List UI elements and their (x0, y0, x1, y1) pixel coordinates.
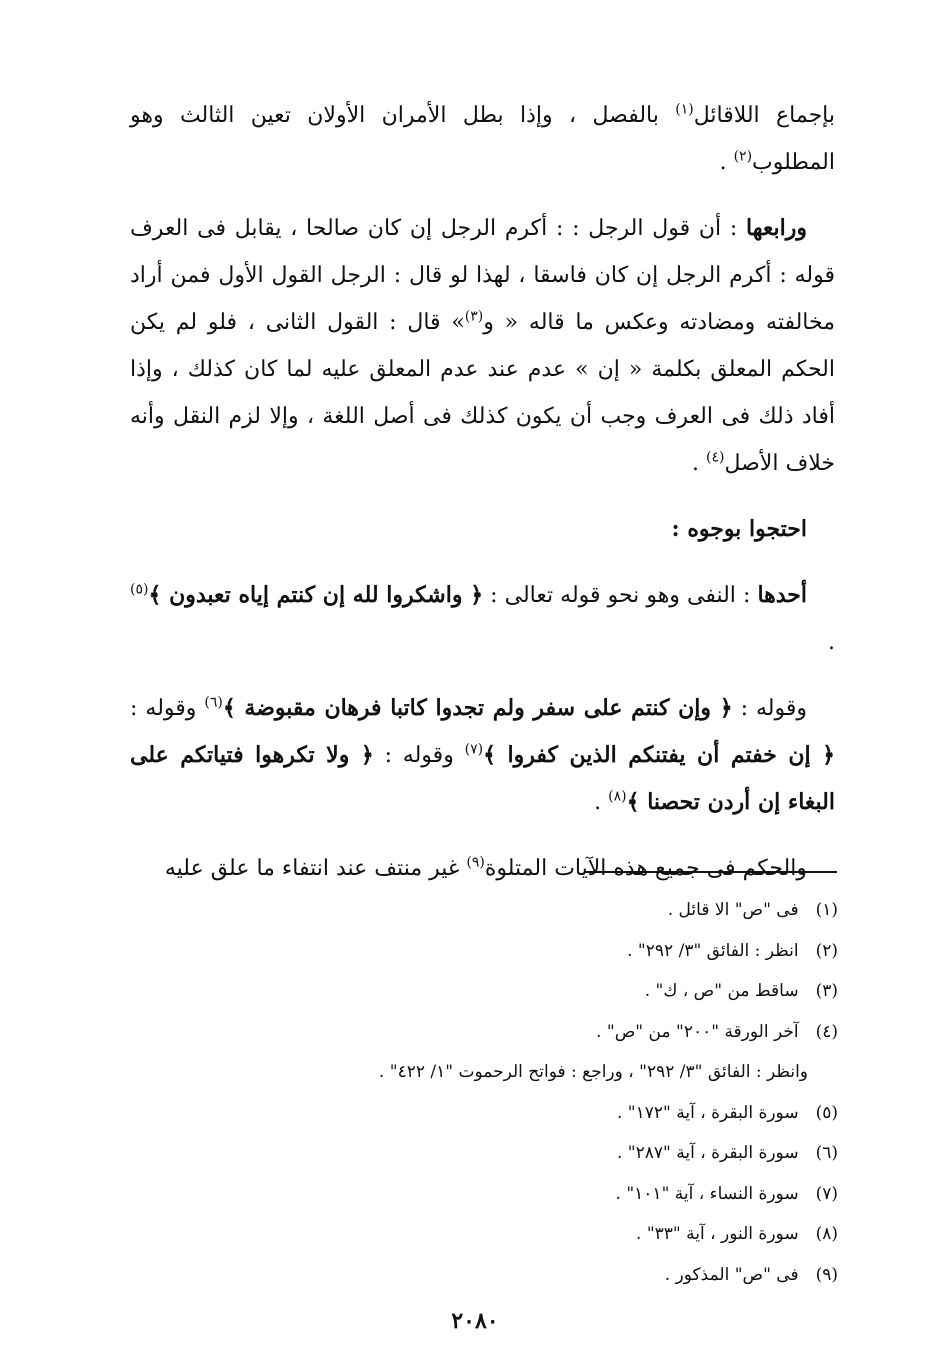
footnote-text: ساقط من "ص ، ك" . (644, 981, 799, 1001)
footnote-item (240, 971, 838, 1012)
footnote-ref: (٤) (706, 449, 725, 466)
footnote-item (240, 1012, 838, 1053)
section-heading: احتجوا بوجوه : (671, 516, 807, 542)
text-run: غير منتف عند انتفاء ما علق عليه (164, 856, 460, 881)
footnote-text: وانظر : الفائق "٣/ ٢٩٢" ، وراجع : فواتح الرحموت "١/ ٤٢٢" . (378, 1062, 808, 1082)
paragraph-lead: أحدها (757, 582, 808, 608)
footnote-item (240, 1214, 838, 1255)
text-run: » قال : القول الثانى ، فلو لم يكن الحكم المعلق بكلمة « إن » عدم عند عدم المعلق عليه لما كان كذلك ، وإذا أفاد ذلك فى العرف وجب أن يكون كذلك فى أصل اللغة ، وإلا لزم النقل وأنه خلاف الأصل (130, 310, 835, 476)
quran-verse: ﴿ وإن كنتم على سفر ولم تجدوا كاتبا فرهان مقبوضة ﴾ (222, 695, 733, 721)
footnote-text: فى "ص" الا قائل . (667, 900, 799, 920)
paragraph-lead: ورابعها (746, 215, 807, 241)
text-run: . (594, 790, 602, 815)
footnote-text: سورة البقرة ، آية "١٧٢" . (616, 1102, 799, 1123)
footnote-item (240, 1093, 838, 1134)
footnote-ref: (٧) (464, 741, 484, 758)
text-run: وقوله : (130, 696, 197, 721)
text-run: . (828, 630, 835, 655)
footnote-item (240, 890, 838, 931)
footnote-ref: (١) (675, 101, 694, 118)
footnote-continuation (240, 1052, 838, 1093)
footnote-number: (٧) (815, 1183, 838, 1204)
footnotes (240, 890, 838, 1295)
footnote-number: (٤) (815, 1021, 838, 1042)
footnote-text: آخر الورقة "٢٠٠" من "ص" . (596, 1021, 799, 1042)
footnote-text: سورة النور ، آية "٣٣" . (636, 1224, 799, 1244)
footnote-text: انظر : الفائق "٣/ ٢٩٢" . (627, 940, 799, 961)
footnote-item (240, 1174, 838, 1215)
footnote-text: سورة البقرة ، آية "٢٨٧" . (616, 1143, 799, 1163)
footnote-item (240, 1255, 838, 1296)
paragraph-4 (130, 572, 835, 666)
paragraph-5 (130, 685, 835, 826)
quran-verse: ﴿ إن خفتم أن يفتنكم الذين كفروا ﴾ (483, 742, 835, 768)
footnote-text: فى "ص" المذكور . (664, 1264, 799, 1285)
text-run: : أن قول الرجل : : أكرم الرجل إن كان صالحا ، يقابل فى العرف قوله : أكرم الرجل إن كان فاسقا ، لهذا لو قال : الرجل القول الأول فمن أراد مخالفته ومضادته وعكس ما قاله « و (130, 216, 835, 335)
page-number: ٢٠٨٠ (451, 1308, 499, 1334)
footnote-ref: (٩) (466, 854, 485, 871)
text-run: : النفى وهو نحو قوله تعالى : (490, 583, 751, 608)
footnote-number: (٣) (815, 981, 838, 1001)
text-run: . (719, 150, 727, 175)
text-run: وقوله : (384, 743, 454, 768)
paragraph-1 (130, 92, 835, 186)
footnote-item (240, 1133, 838, 1174)
text-run: وقوله : (740, 696, 807, 721)
footnote-number: (٦) (815, 1143, 838, 1163)
footnote-number: (٨) (815, 1224, 838, 1244)
footnote-text: سورة النساء ، آية "١٠١" . (615, 1183, 799, 1204)
footnote-number: (٩) (815, 1264, 838, 1285)
text-run: بإجماع اللاقائل (693, 103, 835, 128)
footnote-item (240, 931, 838, 972)
quran-verse: ﴿ واشكروا لله إن كنتم إياه تعبدون ﴾ (148, 582, 484, 608)
text-run: والحكم فى جميع هذه الآيات المتلوة (484, 856, 807, 881)
paragraph-3 (130, 506, 835, 553)
footnote-number: (٢) (815, 940, 838, 961)
main-text (130, 92, 835, 911)
footnote-divider (585, 871, 837, 873)
footnote-ref: (٦) (204, 694, 223, 711)
footnote-number: (١) (815, 900, 838, 920)
footnote-ref: (٢) (733, 148, 753, 165)
footnote-number: (٥) (815, 1102, 838, 1123)
paragraph-6 (130, 845, 835, 892)
text-run: . (692, 451, 699, 476)
footnote-ref: (٥) (130, 581, 149, 598)
paragraph-2 (130, 205, 835, 487)
footnote-ref: (٣) (464, 308, 484, 325)
quran-verse: ﴿ ولا تكرهوا فتياتكم على البغاء إن أردن تحصنا ﴾ (130, 742, 835, 815)
text-run: بالفصل ، وإذا بطل الأمران الأولان تعين الثالث وهو المطلوب (130, 103, 835, 175)
footnote-ref: (٨) (608, 788, 627, 805)
